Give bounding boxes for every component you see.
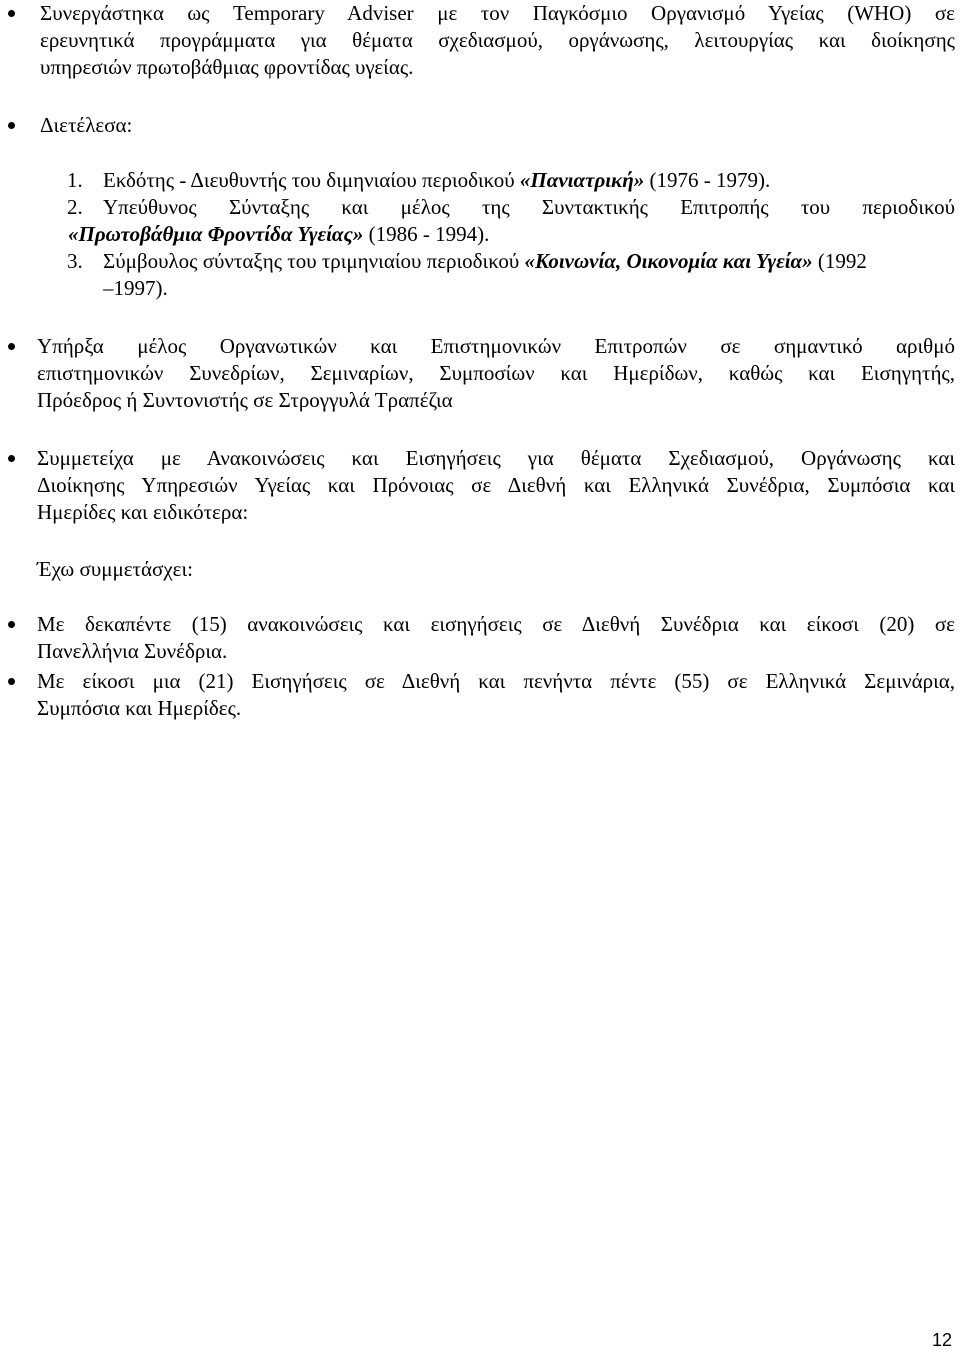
item-number: 1.: [67, 168, 83, 192]
item-line: –1997).: [103, 276, 168, 300]
paragraph: [37, 668, 955, 722]
paragraph-line: Συνεργάστηκα ως Temporary Adviser με τον Παγκόσμιο Οργανισμό Υγείας (WHO) σε: [40, 1, 955, 25]
paragraph-line: Με είκοσι μια (21) Εισηγήσεις σε Διεθνή και πενήντα πέντε (55) σε Ελληνικά Σεμινάρια,: [37, 669, 955, 693]
paragraph-line: Με δεκαπέντε (15) ανακοινώσεις και εισηγήσεις σε Διεθνή Συνέδρια και είκοσι (20) σε: [37, 612, 955, 636]
item-line: [68, 221, 955, 248]
item-text: [103, 248, 955, 302]
page-number: 12: [931, 1330, 952, 1350]
item-text: [68, 221, 955, 248]
bullet-marker: [8, 333, 16, 360]
paragraph-line: Πανελλήνια Συνέδρια.: [37, 639, 228, 663]
paragraph: [37, 611, 955, 665]
bullet-marker: [8, 668, 16, 695]
paragraph: [40, 0, 955, 81]
item-number: 2.: [67, 195, 83, 219]
paragraph-line: Συμπόσια και Ημερίδες.: [37, 696, 242, 720]
bullet-marker: [8, 611, 16, 638]
paragraph-line: Υπήρξα μέλος Οργανωτικών και Επιστημονικών Επιτροπών σε σημαντικό αριθμό: [37, 334, 955, 358]
journal-title: «Πρωτοβάθμια Φροντίδα Υγείας»: [68, 222, 364, 246]
item-text-pre: Εκδότης - Διευθυντής του διμηνιαίου περιοδικού: [103, 168, 520, 192]
item-line: [103, 248, 955, 275]
paragraph-line: επιστημονικών Συνεδρίων, Σεμιναρίων, Συμποσίων και Ημερίδων, καθώς και Εισηγητής,: [37, 361, 955, 385]
paragraph-line: υπηρεσιών πρωτοβάθμιας φροντίδας υγείας.: [40, 55, 414, 79]
journal-title: «Κοινωνία, Οικονομία και Υγεία»: [524, 249, 813, 273]
paragraph-line: ερευνητικά προγράμματα για θέματα σχεδιασμού, οργάνωσης, λειτουργίας και διοίκησης: [40, 28, 955, 52]
item-text-post: (1992: [812, 249, 867, 273]
paragraph-line: Διοίκησης Υπηρεσιών Υγείας και Πρόνοιας σε Διεθνή και Ελληνικά Συνέδρια, Συμπόσια και: [37, 473, 955, 497]
paragraph: [37, 333, 955, 414]
bullet-marker: [8, 112, 16, 139]
paragraph-line: Ημερίδες και ειδικότερα:: [37, 500, 249, 524]
item-text-pre: Σύμβουλος σύνταξης του τριμηνιαίου περιοδικού: [103, 249, 525, 273]
roles-label: Διετέλεσα:: [40, 113, 133, 137]
subheading: Έχω συμμετάσχει:: [37, 557, 193, 581]
item-line: Υπεύθυνος Σύνταξης και μέλος της Συντακτικής Επιτροπής του περιοδικού: [103, 195, 955, 219]
item-line: [103, 167, 955, 194]
paragraph: [37, 445, 955, 526]
item-text: [103, 194, 955, 221]
section-label: [40, 112, 955, 139]
item-text-post: (1976 - 1979).: [644, 168, 771, 192]
paragraph-line: Συμμετείχα με Ανακοινώσεις και Εισηγήσεις για θέματα Σχεδιασμού, Οργάνωσης και: [37, 446, 955, 470]
item-text: [103, 167, 955, 194]
item-text-post: (1986 - 1994).: [363, 222, 490, 246]
bullet-marker: [8, 0, 16, 27]
journal-title: «Πανιατρική»: [519, 168, 645, 192]
paragraph-line: Πρόεδρος ή Συντονιστής σε Στρογγυλά Τραπέζια: [37, 388, 453, 412]
bullet-marker: [8, 445, 16, 472]
item-number: 3.: [67, 249, 83, 273]
